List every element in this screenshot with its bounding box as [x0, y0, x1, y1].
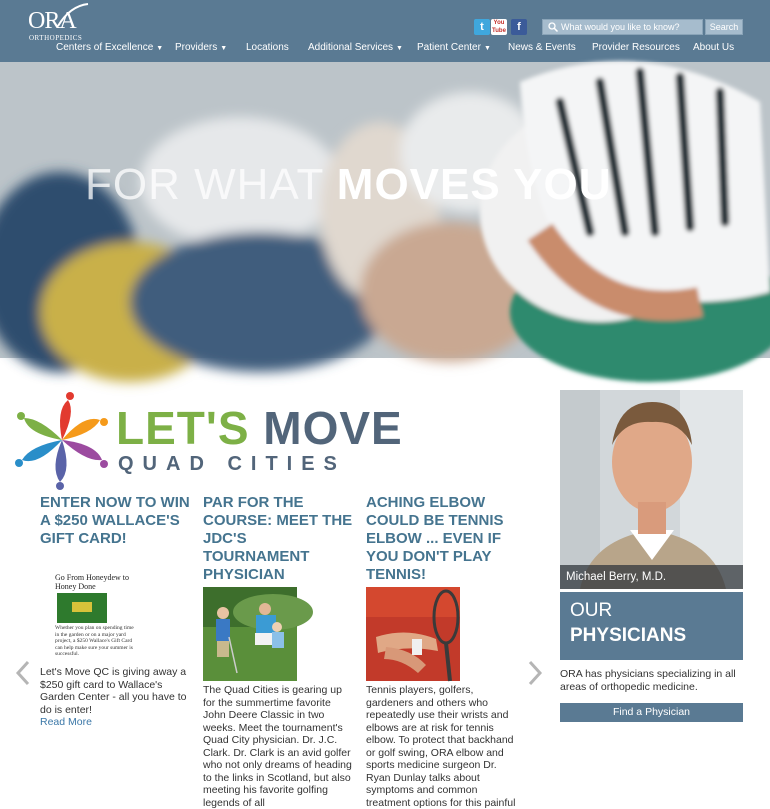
- article-text: The Quad Cities is gearing up for the summertime favorite John Deere Classic in two weeks. Meet the tournament's Quad City physician. Dr. J.C. Clark. Dr. Clark is an avid golfer who not only dreams of heading to the links in Scotland, but also meeting his favorite golfing legends of all: [203, 684, 352, 809]
- nav-news-events[interactable]: [508, 42, 576, 53]
- youtube-icon[interactable]: [491, 19, 507, 35]
- article-body: [366, 684, 516, 809]
- physicians-description: ORA has physicians specializing in all areas of orthopedic medicine.: [560, 668, 736, 693]
- search-input[interactable]: [561, 20, 701, 34]
- nav-label: About Us: [693, 42, 735, 53]
- physician-portrait-image: [560, 390, 743, 589]
- nav-providers[interactable]: [175, 42, 227, 53]
- physician-photo[interactable]: [560, 390, 743, 589]
- lets-text: LET'S: [116, 402, 250, 454]
- gift-card-image[interactable]: [55, 573, 135, 655]
- physician-caption: Michael Berry, M.D.: [560, 565, 743, 589]
- nav-label: Patient Center: [417, 42, 481, 53]
- chevron-down-icon: ▼: [156, 45, 164, 52]
- nav-patient-center[interactable]: [417, 42, 491, 53]
- hero-title: [85, 160, 612, 210]
- nav-label: Additional Services: [308, 42, 394, 53]
- lets-move-logo[interactable]: [16, 395, 403, 485]
- article-title[interactable]: ENTER NOW TO WIN A $250 WALLACE'S GIFT CARD!: [40, 494, 190, 547]
- chevron-down-icon: ▼: [220, 45, 228, 52]
- hero-title-bold: MOVES YOU: [336, 160, 612, 209]
- nav-label: News & Events: [508, 42, 576, 53]
- nav-label: Centers of Excellence: [56, 42, 154, 53]
- nav-label: Providers: [175, 42, 218, 53]
- logo-text: ORA: [28, 8, 76, 34]
- article-text: Let's Move QC is giving away a $250 gift card to Wallace's Garden Center - all you have to do is enter!: [40, 666, 187, 716]
- site-header: [0, 0, 770, 62]
- tennis-elbow-photo[interactable]: [366, 587, 460, 681]
- physicians-label: PHYSICIANS: [570, 625, 687, 646]
- hero-title-light: FOR WHAT: [85, 160, 337, 209]
- hero-cyclists-image: [0, 62, 770, 358]
- search-button[interactable]: Search: [705, 19, 743, 35]
- article-card: [366, 494, 516, 584]
- move-text: MOVE: [263, 402, 403, 454]
- ora-logo[interactable]: [28, 8, 88, 42]
- main-nav: [0, 42, 770, 60]
- twitter-glyph: t: [480, 21, 484, 33]
- article-card: [203, 494, 353, 584]
- lets-move-pinwheel-icon: [16, 395, 108, 485]
- gift-card-graphic: [57, 593, 107, 623]
- search-icon: [548, 22, 558, 32]
- our-physicians-box[interactable]: [560, 592, 743, 660]
- article-card: [40, 494, 190, 548]
- chevron-down-icon: ▼: [483, 45, 491, 52]
- golf-photo[interactable]: [203, 587, 297, 681]
- nav-label: Locations: [246, 42, 289, 53]
- search-box: [542, 19, 703, 35]
- article-text: Tennis players, golfers, gardeners and others who repeatedly use their wrists and elbows are at risk for tennis elbow. To protect that backhand or golf swing, ORA elbow and sports medicine surgeon Dr. Ryan Dunlay talks about symptoms and common treatment options for this painful: [366, 684, 516, 809]
- read-more-link[interactable]: Read More: [40, 716, 92, 728]
- youtube-glyph: You Tube: [492, 20, 506, 34]
- gift-image-body: Whether you plan on spending time in the garden or on a major yard project, a $250 Wallace's Gift Card can help make sure your summer is successful.: [55, 625, 134, 657]
- article-body: [40, 666, 190, 728]
- quad-cities-text: QUAD CITIES: [118, 453, 346, 475]
- nav-centers-of-excellence[interactable]: [56, 42, 163, 53]
- facebook-glyph: f: [517, 21, 521, 33]
- chevron-down-icon: ▼: [396, 45, 403, 52]
- logo-subtext: ORTHOPEDICS: [29, 34, 83, 42]
- article-body: [203, 684, 353, 809]
- nav-provider-resources[interactable]: [592, 42, 680, 53]
- our-label: OUR: [570, 600, 613, 621]
- carousel-prev-arrow-icon[interactable]: [14, 660, 32, 686]
- facebook-icon[interactable]: [511, 19, 527, 35]
- nav-additional-services[interactable]: [308, 42, 403, 53]
- article-title[interactable]: ACHING ELBOW COULD BE TENNIS ELBOW ... EVEN IF YOU DON'T PLAY TENNIS!: [366, 494, 504, 583]
- golf-photo-image: [203, 587, 297, 681]
- twitter-icon[interactable]: [474, 19, 490, 35]
- lets-move-title: [116, 401, 403, 455]
- tennis-elbow-image: [366, 587, 460, 681]
- carousel-next-arrow-icon[interactable]: [526, 660, 544, 686]
- nav-label: Provider Resources: [592, 42, 680, 53]
- nav-about-us[interactable]: [693, 42, 734, 53]
- nav-locations[interactable]: [246, 42, 289, 53]
- find-physician-button[interactable]: Find a Physician: [560, 703, 743, 722]
- hero-banner: [0, 62, 770, 358]
- gift-image-headline: Go From Honeydew to Honey Done: [55, 573, 129, 591]
- article-title[interactable]: PAR FOR THE COURSE: MEET THE JDC'S TOURNAMENT PHYSICIAN: [203, 494, 353, 583]
